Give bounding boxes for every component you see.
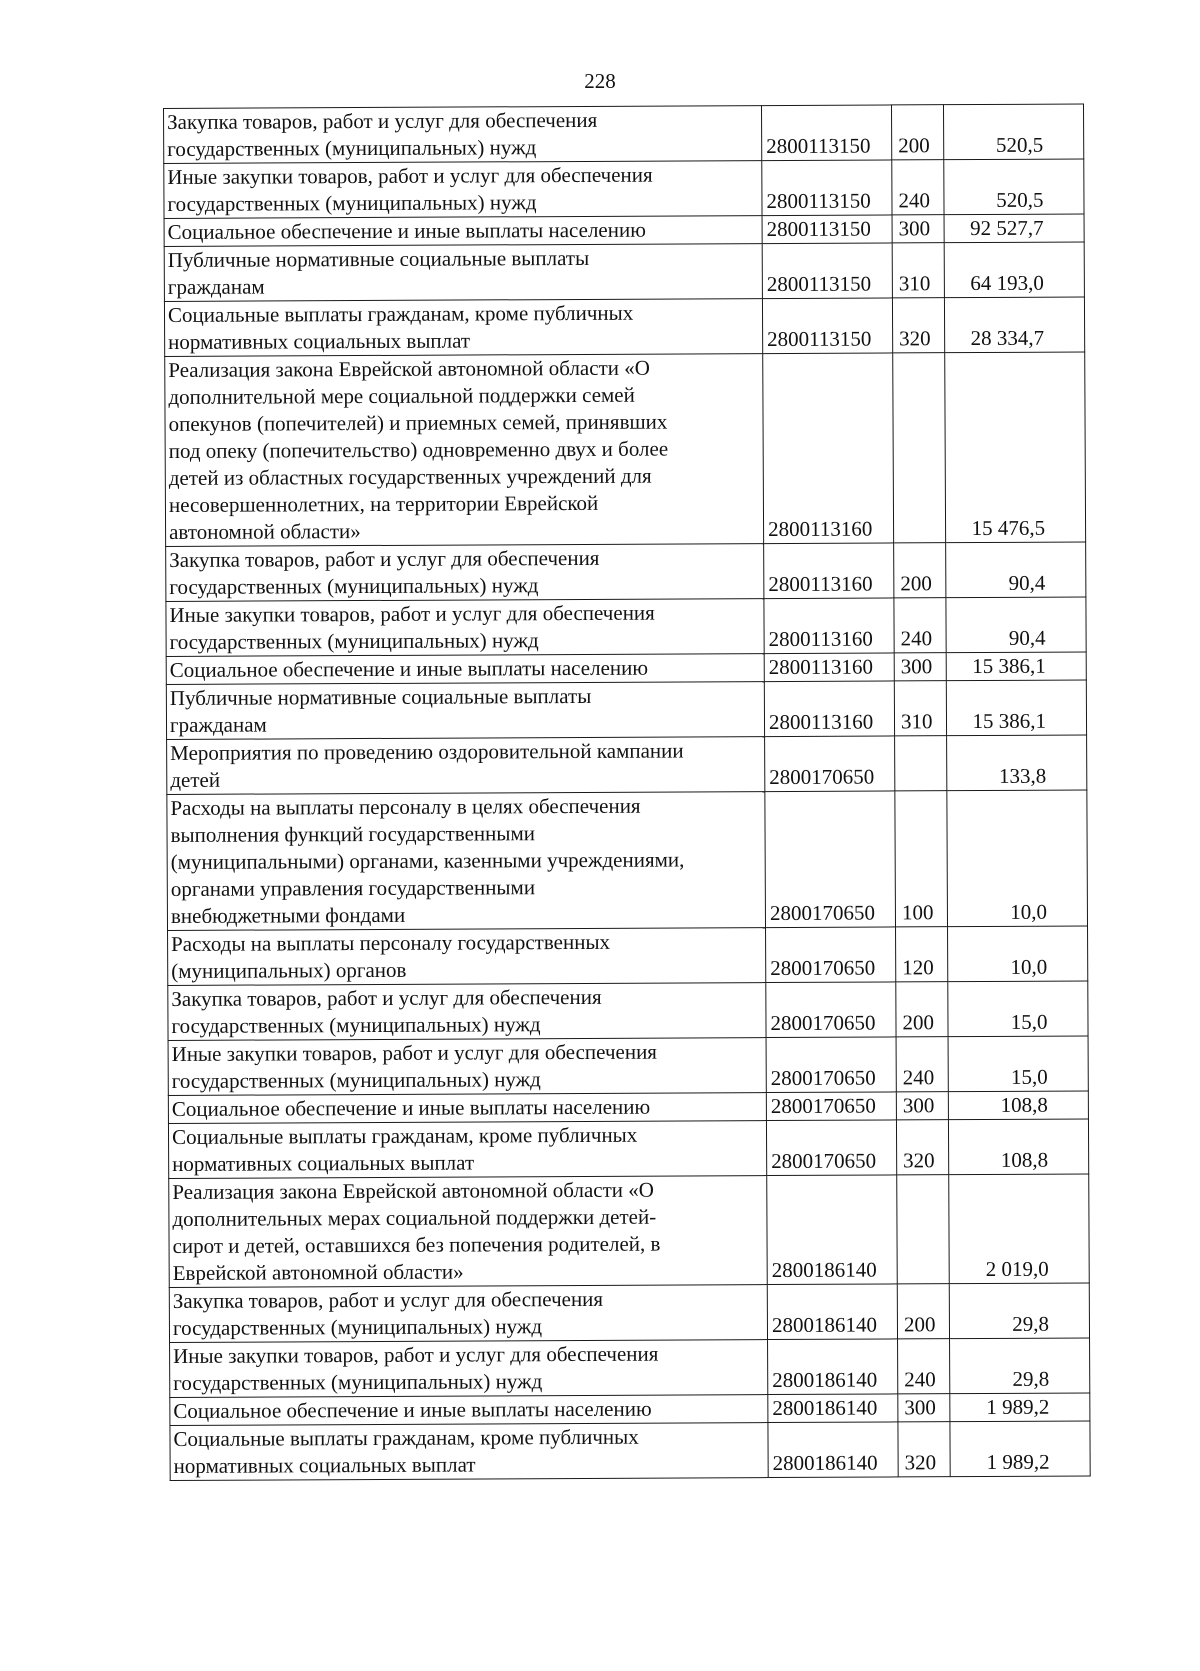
expense-name-cell: Закупка товаров, работ и услуг для обеспечения государственных (муниципальных) нужд xyxy=(166,544,764,602)
table-row xyxy=(166,597,1086,656)
target-article-code-cell: 2800186140 xyxy=(768,1422,898,1478)
target-article-code-cell: 2800113150 xyxy=(761,105,891,161)
expense-name-cell: Социальные выплаты гражданам, кроме публичных нормативных социальных выплат xyxy=(170,1423,768,1481)
expense-name-cell: Публичные нормативные социальные выплаты гражданам xyxy=(166,682,764,740)
amount-cell: 15,0 xyxy=(948,1036,1088,1092)
table-row xyxy=(168,1119,1088,1178)
amount-cell: 28 334,7 xyxy=(944,297,1084,353)
target-article-code-cell: 2800113160 xyxy=(764,653,894,682)
expense-type-code-cell: 300 xyxy=(896,1092,948,1120)
table-row xyxy=(164,214,1084,246)
expense-type-code-cell: 200 xyxy=(894,543,946,598)
target-article-code-cell: 2800186140 xyxy=(768,1394,898,1423)
table-row xyxy=(169,1174,1090,1287)
target-article-code-cell: 2800113150 xyxy=(762,160,892,216)
table-row xyxy=(164,159,1084,218)
expense-name-cell: Социальное обеспечение и иные выплаты населению xyxy=(170,1395,768,1426)
amount-cell: 520,5 xyxy=(944,159,1084,215)
expense-type-code-cell: 310 xyxy=(894,681,946,736)
amount-cell: 520,5 xyxy=(943,104,1083,160)
expense-type-code-cell: 320 xyxy=(892,298,944,353)
target-article-code-cell: 2800170650 xyxy=(766,927,896,983)
expense-name-cell: Реализация закона Еврейской автономной области «О дополнительной мере социальной поддержки семей опекунов (попечителей) и приемных семей, принявших под опеку (попечительство) одновременно двух и более детей из областных государственных учреждений для несовершеннолетних, на территории Еврейской автономной области» xyxy=(165,354,764,547)
target-article-code-cell: 2800170650 xyxy=(766,1092,896,1121)
expense-name-cell: Иные закупки товаров, работ и услуг для обеспечения государственных (муниципальных) нужд xyxy=(164,161,762,219)
expense-type-code-cell xyxy=(895,736,947,791)
amount-cell: 15 386,1 xyxy=(946,680,1086,736)
expense-name-cell: Иные закупки товаров, работ и услуг для обеспечения государственных (муниципальных) нужд xyxy=(166,599,764,657)
expense-type-code-cell: 200 xyxy=(896,982,948,1037)
table-body xyxy=(164,104,1091,1480)
expense-name-cell: Иные закупки товаров, работ и услуг для обеспечения государственных (муниципальных) нужд xyxy=(168,1038,766,1096)
expense-type-code-cell: 100 xyxy=(895,791,948,927)
expense-type-code-cell: 300 xyxy=(892,215,944,243)
table-row xyxy=(166,542,1086,601)
expense-name-cell: Социальное обеспечение и иные выплаты населению xyxy=(166,654,764,685)
target-article-code-cell: 2800113160 xyxy=(763,353,894,544)
expense-type-code-cell: 300 xyxy=(894,653,946,681)
expense-name-cell: Закупка товаров, работ и услуг для обеспечения государственных (муниципальных) нужд xyxy=(168,983,766,1041)
table-row xyxy=(166,652,1086,684)
table-row xyxy=(170,1421,1090,1480)
table-row xyxy=(170,1338,1090,1397)
amount-cell: 15 386,1 xyxy=(946,652,1086,681)
expense-name-cell: Публичные нормативные социальные выплаты гражданам xyxy=(164,244,762,302)
amount-cell: 108,8 xyxy=(948,1119,1088,1175)
amount-cell: 29,8 xyxy=(949,1283,1089,1339)
table-row xyxy=(168,1036,1088,1095)
expense-type-code-cell: 120 xyxy=(896,927,948,982)
expense-name-cell: Закупка товаров, работ и услуг для обеспечения государственных (муниципальных) нужд xyxy=(164,106,762,164)
amount-cell: 1 989,2 xyxy=(950,1393,1090,1422)
expense-name-cell: Закупка товаров, работ и услуг для обеспечения государственных (муниципальных) нужд xyxy=(169,1285,767,1343)
target-article-code-cell: 2800186140 xyxy=(767,1284,897,1340)
amount-cell: 90,4 xyxy=(946,597,1086,653)
table-row xyxy=(164,242,1084,301)
target-article-code-cell: 2800113160 xyxy=(764,543,894,599)
expense-type-code-cell: 310 xyxy=(892,243,944,298)
budget-table xyxy=(163,103,1091,1480)
expense-type-code-cell xyxy=(897,1175,950,1284)
target-article-code-cell: 2800113160 xyxy=(764,681,894,737)
amount-cell: 92 527,7 xyxy=(944,214,1084,243)
table-row xyxy=(170,1393,1090,1425)
target-article-code-cell: 2800170650 xyxy=(766,982,896,1038)
expense-type-code-cell: 200 xyxy=(897,1284,949,1339)
amount-cell: 64 193,0 xyxy=(944,242,1084,298)
expense-name-cell: Реализация закона Еврейской автономной области «О дополнительных мерах социальной поддержки детей- сирот и детей, оставшихся без попечения родителей, в Еврейской автономной области» xyxy=(169,1176,768,1288)
expense-type-code-cell: 320 xyxy=(898,1422,950,1477)
table-row xyxy=(168,926,1088,985)
expense-type-code-cell: 300 xyxy=(898,1394,950,1422)
table-row xyxy=(167,790,1088,930)
table-row xyxy=(164,297,1084,356)
table-row xyxy=(168,981,1088,1040)
table-row xyxy=(164,104,1084,163)
amount-cell: 15 476,5 xyxy=(945,352,1086,543)
table-row xyxy=(169,1283,1089,1342)
table-row xyxy=(167,735,1087,794)
amount-cell: 15,0 xyxy=(948,981,1088,1037)
expense-type-code-cell: 200 xyxy=(891,105,943,160)
expense-type-code-cell: 320 xyxy=(896,1120,948,1175)
target-article-code-cell: 2800170650 xyxy=(765,736,895,792)
expense-name-cell: Социальное обеспечение и иные выплаты населению xyxy=(168,1093,766,1124)
target-article-code-cell: 2800113160 xyxy=(764,598,894,654)
amount-cell: 108,8 xyxy=(948,1091,1088,1120)
expense-name-cell: Мероприятия по проведению оздоровительной кампании детей xyxy=(167,737,765,795)
expense-name-cell: Социальные выплаты гражданам, кроме публичных нормативных социальных выплат xyxy=(168,1121,766,1179)
expense-type-code-cell: 240 xyxy=(892,160,944,215)
target-article-code-cell: 2800170650 xyxy=(766,1037,896,1093)
target-article-code-cell: 2800186140 xyxy=(767,1175,898,1285)
target-article-code-cell: 2800170650 xyxy=(766,1120,896,1176)
table-row xyxy=(168,1091,1088,1123)
target-article-code-cell: 2800170650 xyxy=(765,791,896,928)
amount-cell: 29,8 xyxy=(950,1338,1090,1394)
expense-name-cell: Социальное обеспечение и иные выплаты населению xyxy=(164,216,762,247)
expense-name-cell: Иные закупки товаров, работ и услуг для обеспечения государственных (муниципальных) нужд xyxy=(170,1340,768,1398)
amount-cell: 133,8 xyxy=(947,735,1087,791)
target-article-code-cell: 2800113150 xyxy=(762,298,892,354)
target-article-code-cell: 2800186140 xyxy=(768,1339,898,1395)
expense-type-code-cell: 240 xyxy=(896,1037,948,1092)
expense-type-code-cell: 240 xyxy=(898,1339,950,1394)
expense-name-cell: Социальные выплаты гражданам, кроме публичных нормативных социальных выплат xyxy=(164,299,762,357)
expense-name-cell: Расходы на выплаты персоналу в целях обеспечения выполнения функций государственными (муниципальными) органами, казенными учреждениями, органами управления государственными внебюджетными фондами xyxy=(167,792,766,931)
expense-type-code-cell: 240 xyxy=(894,598,946,653)
amount-cell: 90,4 xyxy=(946,542,1086,598)
target-article-code-cell: 2800113150 xyxy=(762,243,892,299)
table-row xyxy=(165,352,1086,546)
amount-cell: 10,0 xyxy=(948,926,1088,982)
expense-name-cell: Расходы на выплаты персоналу государственных (муниципальных) органов xyxy=(168,928,766,986)
amount-cell: 10,0 xyxy=(947,790,1088,927)
amount-cell: 2 019,0 xyxy=(949,1174,1090,1284)
expense-type-code-cell xyxy=(893,353,946,543)
table-row xyxy=(166,680,1086,739)
amount-cell: 1 989,2 xyxy=(950,1421,1090,1477)
target-article-code-cell: 2800113150 xyxy=(762,215,892,244)
page-number: 228 xyxy=(584,69,616,93)
